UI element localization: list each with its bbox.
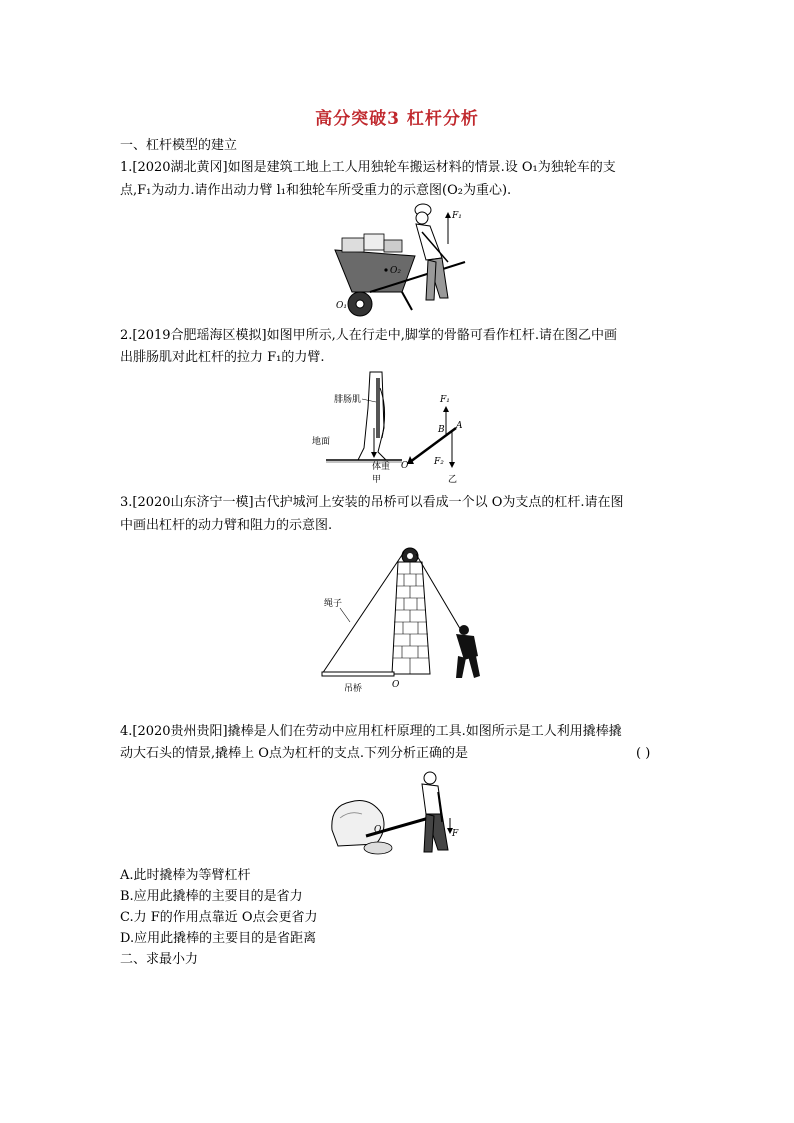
q3-label-bridge: 吊桥 [344,684,363,694]
q3-text-line2: 中画出杠杆的动力臂和阻力的示意图. [120,518,333,533]
q2-label-f2: F₂ [434,457,444,467]
q1-text-line1: 1.[2020湖北黄冈]如图是建筑工地上工人用独轮车搬运材料的情景.设 O₁为独轮车的支 [120,160,616,175]
q2-label-muscle: 腓肠肌 [334,395,362,405]
q3-text-line1: 3.[2020山东济宁一模]古代护城河上安装的吊桥可以看成一个以 O为支点的杠杆.请在图 [120,495,624,510]
q4-answer-parentheses: ( ) [636,746,651,761]
q4-option-c[interactable]: C.力 F的作用点靠近 O点会更省力 [120,910,318,925]
q2-label-yi: 乙 [448,475,458,485]
q1-label-o1: O₁ [336,301,347,311]
q2-label-b: B [438,425,445,435]
q4-text-line1: 4.[2020贵州贵阳]撬棒是人们在劳动中应用杠杆原理的工具.如图所示是工人利用撬棒撬 [120,724,622,739]
q1-label-o2: O₂ [390,266,401,276]
section-heading-1: 一、杠杆模型的建立 [120,138,238,153]
q2-foot-lever-figure [306,368,486,486]
q4-option-a[interactable]: A.此时撬棒为等臂杠杆 [120,868,251,883]
q2-label-weight: 体重 [372,462,391,472]
q2-text-line1: 2.[2019合肥瑶海区模拟]如图甲所示,人在行走中,脚掌的骨骼可看作杠杆.请在图乙中画 [120,328,618,343]
q4-label-f: F [452,829,459,839]
q4-label-o: O [374,825,382,835]
q1-wheelbarrow-figure [330,200,480,318]
q2-text-line2: 出腓肠肌对此杠杆的拉力 F₁的力臂. [120,350,325,365]
q4-option-b[interactable]: B.应用此撬棒的主要目的是省力 [120,889,303,904]
q4-text-line2: 动大石头的情景,撬棒上 O点为杠杆的支点.下列分析正确的是 [120,746,469,761]
q1-label-f1: F₁ [452,211,462,221]
q4-option-d[interactable]: D.应用此撬棒的主要目的是省距离 [120,931,317,946]
section-heading-2: 二、求最小力 [120,952,199,967]
q1-text-line2: 点,F₁为动力.请作出动力臂 l₁和独轮车所受重力的示意图(O₂为重心). [120,183,512,198]
q2-label-jia: 甲 [372,475,382,485]
q2-label-o: O [401,461,409,471]
q3-label-rope: 绳子 [324,599,343,609]
q3-drawbridge-figure [316,544,486,694]
q3-label-o: O [392,680,400,690]
page-title: 高分突破3 杠杆分析 [315,109,479,129]
q2-label-ground: 地面 [312,437,331,447]
q4-crowbar-figure [326,770,466,860]
q2-label-f1: F₁ [440,395,450,405]
q2-label-a: A [456,421,463,431]
